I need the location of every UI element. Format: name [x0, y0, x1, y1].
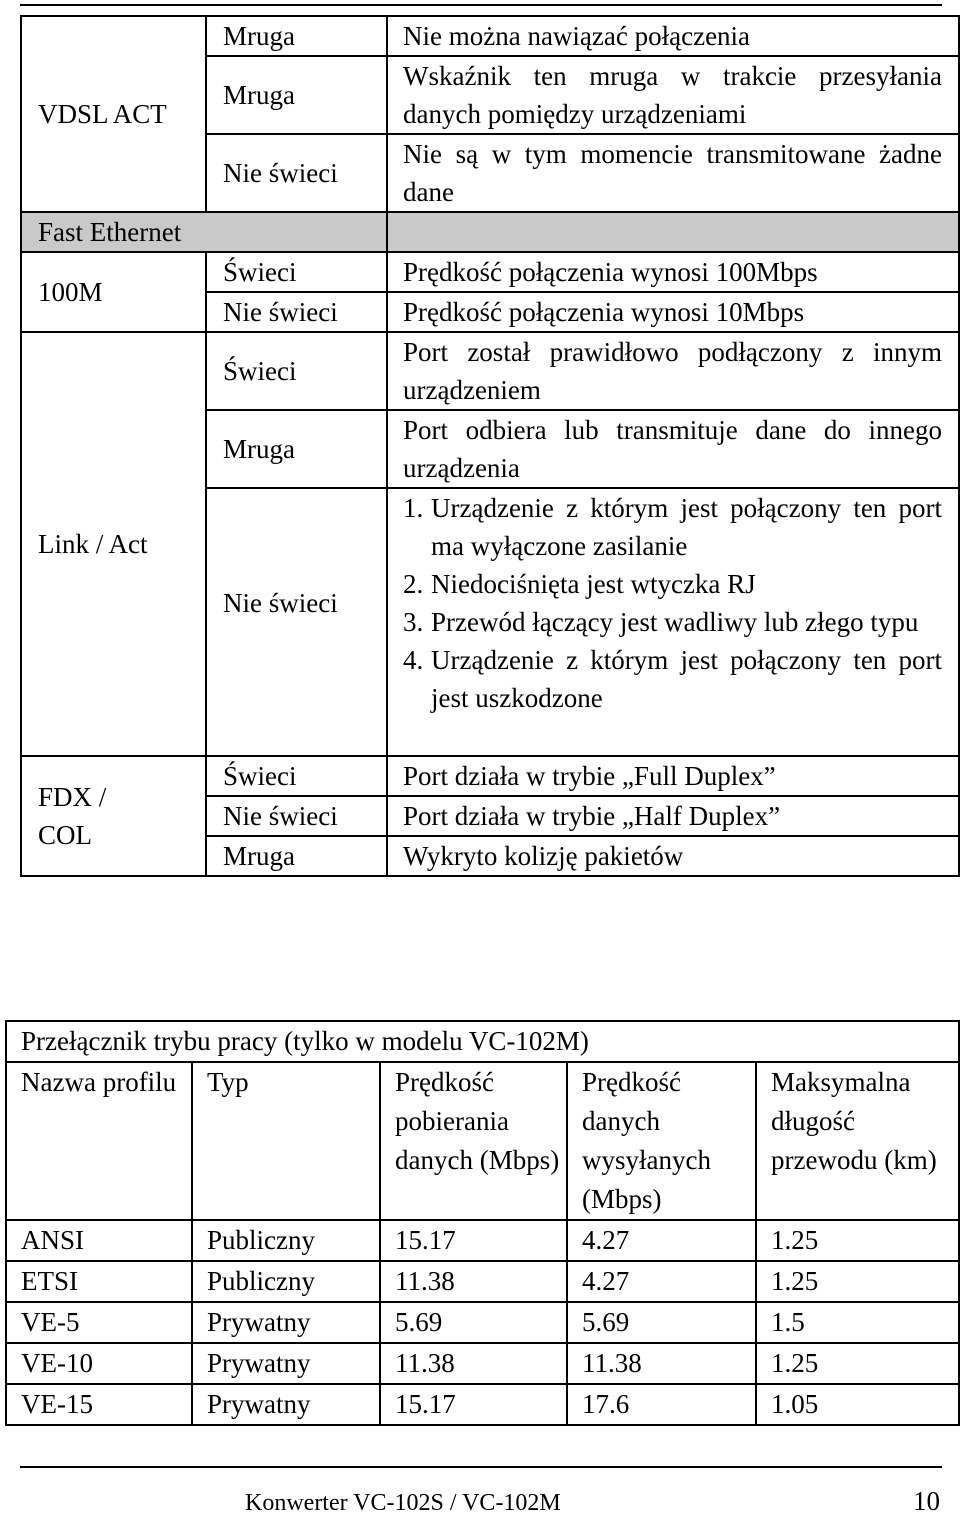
cell-name: ETSI [6, 1261, 192, 1302]
failure-reasons-list [403, 489, 942, 717]
list-number: 1. [403, 493, 424, 523]
led-state: Mruga [206, 410, 387, 488]
cell-length: 1.25 [756, 1343, 959, 1384]
section-header-fast-ethernet: Fast Ethernet [21, 212, 387, 252]
led-state: Świeci [206, 252, 387, 292]
led-description [387, 488, 959, 756]
column-header-length: Maksymalna długość przewodu (km) [756, 1062, 959, 1220]
led-description: Nie można nawiązać połączenia [387, 16, 959, 56]
column-header-upload: Prędkość danych wysyłanych (Mbps) [567, 1062, 756, 1220]
led-description: Wskaźnik ten mruga w trakcie przesyłania danych pomiędzy urządzeniami [387, 56, 959, 134]
list-number: 4. [403, 645, 424, 675]
list-item [403, 603, 942, 641]
list-item [403, 641, 942, 717]
led-state: Nie świeci [206, 292, 387, 332]
cell-upload: 4.27 [567, 1261, 756, 1302]
column-header-name: Nazwa profilu [6, 1062, 192, 1220]
led-status-table [20, 15, 960, 877]
cell-length: 1.25 [756, 1220, 959, 1261]
led-name-vdsl-act: VDSL ACT [21, 16, 206, 212]
led-description: Prędkość połączenia wynosi 100Mbps [387, 252, 959, 292]
column-header-type: Typ [192, 1062, 380, 1220]
led-row [21, 252, 959, 292]
led-description: Port został prawidłowo podłączony z innym urządzeniem [387, 332, 959, 410]
cell-name: VE-15 [6, 1384, 192, 1425]
led-state: Mruga [206, 16, 387, 56]
led-state: Nie świeci [206, 488, 387, 756]
column-header-download: Prędkość pobierania danych (Mbps) [380, 1062, 567, 1220]
led-state: Nie świeci [206, 796, 387, 836]
cell-upload: 11.38 [567, 1343, 756, 1384]
cell-upload: 5.69 [567, 1302, 756, 1343]
led-state: Świeci [206, 332, 387, 410]
list-text: Przewód łączący jest wadliwy lub złego typu [431, 607, 919, 637]
list-item [403, 565, 942, 603]
cell-download: 5.69 [380, 1302, 567, 1343]
led-description: Port odbiera lub transmituje dane do innego urządzenia [387, 410, 959, 488]
cell-upload: 4.27 [567, 1220, 756, 1261]
table-row [6, 1384, 959, 1425]
list-text: Urządzenie z którym jest połączony ten port ma wyłączone zasilanie [431, 493, 942, 561]
profile-table-header-row [6, 1062, 959, 1220]
profile-table [5, 1020, 960, 1426]
section-header-blank [387, 212, 959, 252]
table-row [6, 1261, 959, 1302]
led-description: Prędkość połączenia wynosi 10Mbps [387, 292, 959, 332]
led-row [21, 16, 959, 56]
cell-upload: 17.6 [567, 1384, 756, 1425]
profile-table-title-row [6, 1021, 959, 1062]
cell-type: Prywatny [192, 1343, 380, 1384]
led-description: Port działa w trybie „Full Duplex” [387, 756, 959, 796]
cell-length: 1.25 [756, 1261, 959, 1302]
cell-length: 1.05 [756, 1384, 959, 1425]
table-row [6, 1220, 959, 1261]
led-state: Mruga [206, 836, 387, 876]
cell-length: 1.5 [756, 1302, 959, 1343]
list-number: 3. [403, 607, 424, 637]
cell-download: 15.17 [380, 1384, 567, 1425]
cell-download: 15.17 [380, 1220, 567, 1261]
table-row [6, 1343, 959, 1384]
cell-download: 11.38 [380, 1343, 567, 1384]
led-name-100m: 100M [21, 252, 206, 332]
cell-type: Publiczny [192, 1261, 380, 1302]
list-text: Niedociśnięta jest wtyczka RJ [431, 569, 756, 599]
footer-rule [20, 1466, 942, 1468]
led-state: Świeci [206, 756, 387, 796]
table-row [6, 1302, 959, 1343]
top-rule [20, 4, 942, 6]
cell-type: Prywatny [192, 1384, 380, 1425]
led-row [21, 756, 959, 796]
section-header-row [21, 212, 959, 252]
led-description: Wykryto kolizję pakietów [387, 836, 959, 876]
cell-type: Prywatny [192, 1302, 380, 1343]
list-text: Urządzenie z którym jest połączony ten port jest uszkodzone [431, 645, 942, 713]
cell-name: ANSI [6, 1220, 192, 1261]
list-item [403, 489, 942, 565]
led-state: Mruga [206, 56, 387, 134]
cell-type: Publiczny [192, 1220, 380, 1261]
list-number: 2. [403, 569, 424, 599]
page-number: 10 [913, 1486, 940, 1516]
led-description: Nie są w tym momencie transmitowane żadne dane [387, 134, 959, 212]
profile-table-title: Przełącznik trybu pracy (tylko w modelu VC-102M) [6, 1021, 959, 1062]
cell-download: 11.38 [380, 1261, 567, 1302]
led-state: Nie świeci [206, 134, 387, 212]
led-description: Port działa w trybie „Half Duplex” [387, 796, 959, 836]
led-name-fdx-col: FDX / COL [21, 756, 206, 876]
cell-name: VE-5 [6, 1302, 192, 1343]
footer-document-title: Konwerter VC-102S / VC-102M [245, 1490, 561, 1516]
cell-name: VE-10 [6, 1343, 192, 1384]
led-name-link-act: Link / Act [21, 332, 206, 756]
led-row [21, 332, 959, 410]
